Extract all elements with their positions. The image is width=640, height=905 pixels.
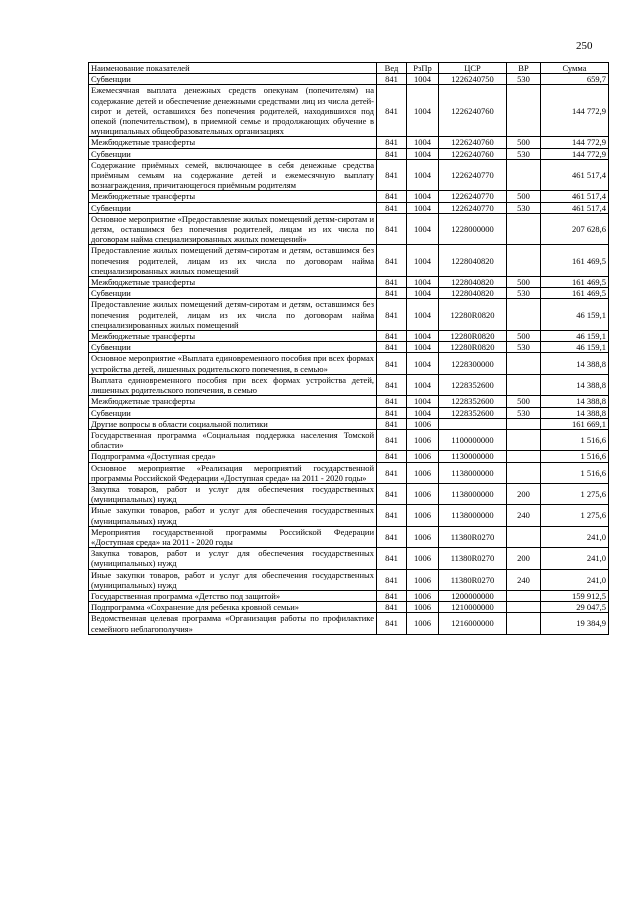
row-ved-cell: 841 [377,483,407,504]
row-rzpr-cell: 1006 [407,613,439,634]
table-row [89,396,609,407]
row-ved-cell: 841 [377,137,407,148]
row-name-cell: Субвенции [89,407,377,418]
row-sum-cell: 1 275,6 [541,483,609,504]
row-vr-cell: 500 [507,191,541,202]
row-rzpr-cell: 1006 [407,462,439,483]
row-name-cell: Межбюджетные трансферты [89,137,377,148]
row-csr-cell: 1138000000 [439,505,507,526]
row-ved-cell: 841 [377,299,407,331]
row-vr-cell: 530 [507,407,541,418]
row-sum-cell: 1 516,6 [541,451,609,462]
row-vr-cell: 240 [507,505,541,526]
row-rzpr-cell: 1006 [407,602,439,613]
table-row [89,483,609,504]
table-row [89,613,609,634]
table-row [89,331,609,342]
row-rzpr-cell: 1004 [407,191,439,202]
table-row [89,407,609,418]
row-name-cell: Ведомственная целевая программа «Организация работы по профилактике семейного неблагополучия» [89,613,377,634]
table-body [89,74,609,635]
row-rzpr-cell: 1004 [407,148,439,159]
row-sum-cell: 46 159,1 [541,331,609,342]
budget-table [88,62,609,635]
row-sum-cell: 161 469,5 [541,288,609,299]
row-ved-cell: 841 [377,451,407,462]
row-rzpr-cell: 1006 [407,590,439,601]
row-sum-cell: 29 047,5 [541,602,609,613]
row-vr-cell [507,159,541,191]
row-vr-cell: 530 [507,148,541,159]
row-rzpr-cell: 1004 [407,245,439,277]
row-csr-cell: 1100000000 [439,429,507,450]
row-ved-cell: 841 [377,331,407,342]
row-sum-cell: 241,0 [541,526,609,547]
table-row [89,342,609,353]
row-rzpr-cell: 1004 [407,396,439,407]
table-row [89,74,609,85]
row-rzpr-cell: 1004 [407,159,439,191]
table-row [89,213,609,245]
table-row [89,191,609,202]
row-csr-cell: 1226240760 [439,137,507,148]
row-csr-cell: 1210000000 [439,602,507,613]
row-rzpr-cell: 1004 [407,202,439,213]
row-vr-cell: 500 [507,137,541,148]
row-vr-cell [507,245,541,277]
row-ved-cell: 841 [377,353,407,374]
row-vr-cell: 200 [507,483,541,504]
row-name-cell: Субвенции [89,202,377,213]
row-csr-cell: 1228040820 [439,277,507,288]
row-ved-cell: 841 [377,526,407,547]
row-rzpr-cell: 1004 [407,74,439,85]
table-row [89,288,609,299]
row-csr-cell: 1226240770 [439,191,507,202]
row-csr-cell: 1130000000 [439,451,507,462]
row-ved-cell: 841 [377,277,407,288]
row-sum-cell: 461 517,4 [541,191,609,202]
row-vr-cell [507,213,541,245]
row-ved-cell: 841 [377,213,407,245]
row-name-cell: Мероприятия государственной программы Российской Федерации «Доступная среда» на 2011 - 2020 годы [89,526,377,547]
row-rzpr-cell: 1004 [407,374,439,395]
row-sum-cell: 241,0 [541,548,609,569]
row-vr-cell [507,590,541,601]
header-vr: ВР [507,63,541,74]
row-vr-cell [507,613,541,634]
row-csr-cell: 1228352600 [439,374,507,395]
row-csr-cell: 1138000000 [439,483,507,504]
row-rzpr-cell: 1004 [407,85,439,137]
row-csr-cell: 1226240750 [439,74,507,85]
row-name-cell: Основное мероприятие «Выплата единовременного пособия при всех формах устройства детей, лишенных родительского попечения, в семью» [89,353,377,374]
row-ved-cell: 841 [377,462,407,483]
row-name-cell: Субвенции [89,148,377,159]
row-sum-cell: 14 388,8 [541,353,609,374]
row-csr-cell: 11380R0270 [439,569,507,590]
row-ved-cell: 841 [377,159,407,191]
row-name-cell: Межбюджетные трансферты [89,191,377,202]
row-csr-cell: 1216000000 [439,613,507,634]
row-ved-cell: 841 [377,396,407,407]
row-ved-cell: 841 [377,74,407,85]
row-csr-cell: 12280R0820 [439,342,507,353]
row-rzpr-cell: 1006 [407,526,439,547]
row-name-cell: Иные закупки товаров, работ и услуг для обеспечения государственных (муниципальных) нужд [89,569,377,590]
row-vr-cell [507,429,541,450]
row-rzpr-cell: 1006 [407,483,439,504]
row-sum-cell: 1 275,6 [541,505,609,526]
row-name-cell: Межбюджетные трансферты [89,331,377,342]
row-csr-cell: 11380R0270 [439,548,507,569]
table-row [89,602,609,613]
row-vr-cell: 500 [507,331,541,342]
row-name-cell: Закупка товаров, работ и услуг для обеспечения государственных (муниципальных) нужд [89,548,377,569]
row-rzpr-cell: 1006 [407,505,439,526]
table-row [89,148,609,159]
row-ved-cell: 841 [377,418,407,429]
row-name-cell: Иные закупки товаров, работ и услуг для обеспечения государственных (муниципальных) нужд [89,505,377,526]
row-rzpr-cell: 1006 [407,451,439,462]
row-csr-cell: 1228040820 [439,288,507,299]
row-ved-cell: 841 [377,429,407,450]
row-rzpr-cell: 1004 [407,331,439,342]
row-csr-cell: 1228040820 [439,245,507,277]
row-name-cell: Закупка товаров, работ и услуг для обеспечения государственных (муниципальных) нужд [89,483,377,504]
row-ved-cell: 841 [377,548,407,569]
header-rzpr: РзПр [407,63,439,74]
header-name: Наименование показателей [89,63,377,74]
row-vr-cell: 530 [507,74,541,85]
row-csr-cell: 12280R0820 [439,299,507,331]
table-row [89,277,609,288]
table-row [89,505,609,526]
row-csr-cell: 1228300000 [439,353,507,374]
row-name-cell: Другие вопросы в области социальной политики [89,418,377,429]
row-csr-cell: 11380R0270 [439,526,507,547]
row-name-cell: Выплата единовременного пособия при всех формах устройства детей, лишенных родительского попечения, в семью [89,374,377,395]
row-vr-cell [507,451,541,462]
table-row [89,202,609,213]
row-ved-cell: 841 [377,590,407,601]
row-ved-cell: 841 [377,342,407,353]
row-ved-cell: 841 [377,602,407,613]
row-name-cell: Субвенции [89,342,377,353]
row-name-cell: Субвенции [89,74,377,85]
row-rzpr-cell: 1004 [407,353,439,374]
table-row [89,526,609,547]
row-csr-cell [439,418,507,429]
row-rzpr-cell: 1006 [407,569,439,590]
row-csr-cell: 1138000000 [439,462,507,483]
row-rzpr-cell: 1004 [407,407,439,418]
row-csr-cell: 1226240760 [439,85,507,137]
row-ved-cell: 841 [377,85,407,137]
row-sum-cell: 241,0 [541,569,609,590]
row-name-cell: Основное мероприятие «Реализация мероприятий государственной программы Российской Федерации «Доступная среда» на 2011 - 2020 годы» [89,462,377,483]
table-row [89,590,609,601]
row-name-cell: Предоставление жилых помещений детям-сиротам и детям, оставшимся без попечения родителей, лицам из их числа по договорам найма специализированных жилых помещений [89,245,377,277]
row-sum-cell: 46 159,1 [541,342,609,353]
row-vr-cell: 240 [507,569,541,590]
row-vr-cell [507,602,541,613]
header-sum: Сумма [541,63,609,74]
row-rzpr-cell: 1004 [407,137,439,148]
row-vr-cell: 530 [507,342,541,353]
table-row [89,374,609,395]
row-csr-cell: 1226240760 [439,148,507,159]
row-csr-cell: 1228000000 [439,213,507,245]
table-row [89,418,609,429]
row-rzpr-cell: 1006 [407,548,439,569]
row-vr-cell [507,374,541,395]
row-rzpr-cell: 1006 [407,418,439,429]
row-name-cell: Основное мероприятие «Предоставление жилых помещений детям-сиротам и детям, оставшимся без попечения родителей, лицам из их числа по договорам найма специализированных жилых помещений» [89,213,377,245]
table-row [89,429,609,450]
row-sum-cell: 1 516,6 [541,462,609,483]
row-vr-cell [507,418,541,429]
row-rzpr-cell: 1006 [407,429,439,450]
table-row [89,245,609,277]
row-name-cell: Межбюджетные трансферты [89,277,377,288]
row-name-cell: Содержание приёмных семей, включающее в себя денежные средства приёмным семьям на содержание детей и ежемесячную выплату вознаграждения, причитающегося приёмным родителям [89,159,377,191]
row-vr-cell: 530 [507,202,541,213]
row-name-cell: Подпрограмма «Сохранение для ребенка кровной семьи» [89,602,377,613]
row-ved-cell: 841 [377,245,407,277]
row-sum-cell: 144 772,9 [541,137,609,148]
row-sum-cell: 14 388,8 [541,374,609,395]
row-csr-cell: 1228352600 [439,396,507,407]
table-row [89,353,609,374]
table-row [89,548,609,569]
row-csr-cell: 1226240770 [439,202,507,213]
row-ved-cell: 841 [377,407,407,418]
header-csr: ЦСР [439,63,507,74]
row-name-cell: Государственная программа «Детство под защитой» [89,590,377,601]
row-name-cell: Ежемесячная выплата денежных средств опекунам (попечителям) на содержание детей и обеспечение денежными средствами лиц из числа детей-сирот и детей, оставшихся без попечения родителей, находившихся под опекой (попечительством), в приемной семье и продолжающих обучение в муниципальных общеобразовательных организациях [89,85,377,137]
row-ved-cell: 841 [377,191,407,202]
row-vr-cell: 200 [507,548,541,569]
row-sum-cell: 207 628,6 [541,213,609,245]
row-ved-cell: 841 [377,148,407,159]
row-vr-cell: 500 [507,396,541,407]
row-sum-cell: 14 388,8 [541,396,609,407]
row-rzpr-cell: 1004 [407,288,439,299]
row-csr-cell: 12280R0820 [439,331,507,342]
row-csr-cell: 1228352600 [439,407,507,418]
row-sum-cell: 161 469,5 [541,277,609,288]
row-rzpr-cell: 1004 [407,277,439,288]
page-number: 250 [576,40,593,52]
row-sum-cell: 159 912,5 [541,590,609,601]
table-row [89,569,609,590]
row-ved-cell: 841 [377,288,407,299]
row-vr-cell [507,85,541,137]
row-vr-cell: 530 [507,288,541,299]
row-rzpr-cell: 1004 [407,213,439,245]
row-name-cell: Подпрограмма «Доступная среда» [89,451,377,462]
row-vr-cell [507,526,541,547]
row-name-cell: Государственная программа «Социальная поддержка населения Томской области» [89,429,377,450]
row-vr-cell [507,299,541,331]
table-row [89,85,609,137]
row-sum-cell: 14 388,8 [541,407,609,418]
table-row [89,451,609,462]
row-sum-cell: 144 772,9 [541,148,609,159]
row-rzpr-cell: 1004 [407,342,439,353]
row-vr-cell: 500 [507,277,541,288]
row-ved-cell: 841 [377,613,407,634]
table-row [89,137,609,148]
row-sum-cell: 46 159,1 [541,299,609,331]
row-vr-cell [507,462,541,483]
table-row [89,299,609,331]
row-sum-cell: 144 772,9 [541,85,609,137]
row-ved-cell: 841 [377,505,407,526]
row-sum-cell: 161 469,5 [541,245,609,277]
row-name-cell: Межбюджетные трансферты [89,396,377,407]
row-sum-cell: 659,7 [541,74,609,85]
row-vr-cell [507,353,541,374]
table-header-row [89,63,609,74]
table-row [89,462,609,483]
table-row [89,159,609,191]
row-name-cell: Предоставление жилых помещений детям-сиротам и детям, оставшимся без попечения родителей, лицам из их числа по договорам найма специализированных жилых помещений [89,299,377,331]
row-name-cell: Субвенции [89,288,377,299]
row-sum-cell: 19 384,9 [541,613,609,634]
row-ved-cell: 841 [377,202,407,213]
row-ved-cell: 841 [377,374,407,395]
row-sum-cell: 161 669,1 [541,418,609,429]
row-sum-cell: 461 517,4 [541,159,609,191]
row-ved-cell: 841 [377,569,407,590]
row-csr-cell: 1226240770 [439,159,507,191]
row-rzpr-cell: 1004 [407,299,439,331]
header-ved: Вед [377,63,407,74]
row-sum-cell: 461 517,4 [541,202,609,213]
row-csr-cell: 1200000000 [439,590,507,601]
row-sum-cell: 1 516,6 [541,429,609,450]
